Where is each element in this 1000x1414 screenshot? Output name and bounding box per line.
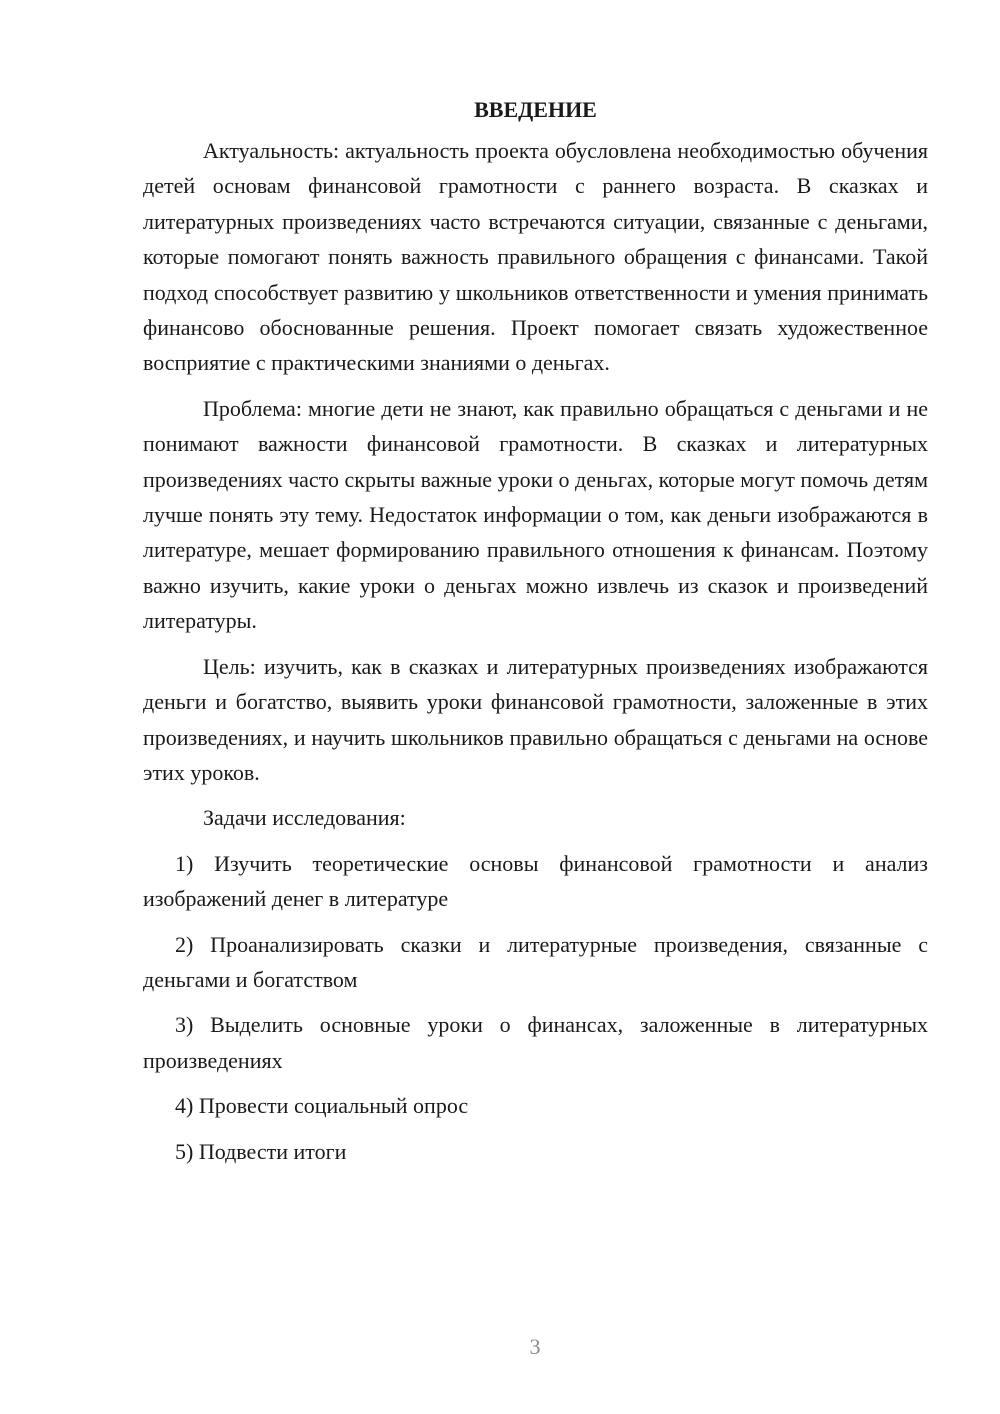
paragraph-problem: Проблема: многие дети не знают, как правильно обращаться с деньгами и не понимают важности финансовой грамотности. В сказках и литературных произведениях часто скрыты важные уроки о деньгах, которые могут помочь детям лучше понять эту тему. Недостаток информации о том, как деньги изображаются в литературе, мешает формированию правильного отношения к финансам. Поэтому важно изучить, какие уроки о деньгах можно извлечь из сказок и произведений литературы.: [143, 395, 928, 634]
paragraph-tasks-heading: Задачи исследования:: [203, 805, 406, 831]
task-item-2: 2) Проанализировать сказки и литературные произведения, связанные с деньгами и богатством: [143, 931, 928, 992]
paragraph-goal: Цель: изучить, как в сказках и литературных произведениях изображаются деньги и богатство, выявить уроки финансовой грамотности, заложенные в этих произведениях, и научить школьников правильно обращаться с деньгами на основе этих уроков.: [143, 653, 928, 785]
section-title: ВВЕДЕНИЕ: [474, 97, 597, 122]
task-item-3: 3) Выделить основные уроки о финансах, заложенные в литературных произведениях: [143, 1012, 928, 1073]
task-item-4: 4) Провести социальный опрос: [175, 1093, 469, 1119]
page-number: 3: [529, 1334, 541, 1359]
paragraph-relevance: Актуальность: актуальность проекта обусловлена необходимостью обучения детей основам финансовой грамотности с раннего возраста. В сказках и литературных произведениях часто встречаются ситуации, связанные с деньгами, которые помогают понять важность правильного обращения с финансами. Такой подход способствует развитию у школьников ответственности и умения принимать финансово обоснованные решения. Проект помогает связать художественное восприятие с практическими знаниями о деньгах.: [143, 138, 928, 376]
task-item-1: 1) Изучить теоретические основы финансовой грамотности и анализ изображений денег в литературе: [143, 850, 928, 912]
task-item-5: 5) Подвести итоги: [175, 1138, 347, 1164]
document-page: [143, 92, 928, 1179]
